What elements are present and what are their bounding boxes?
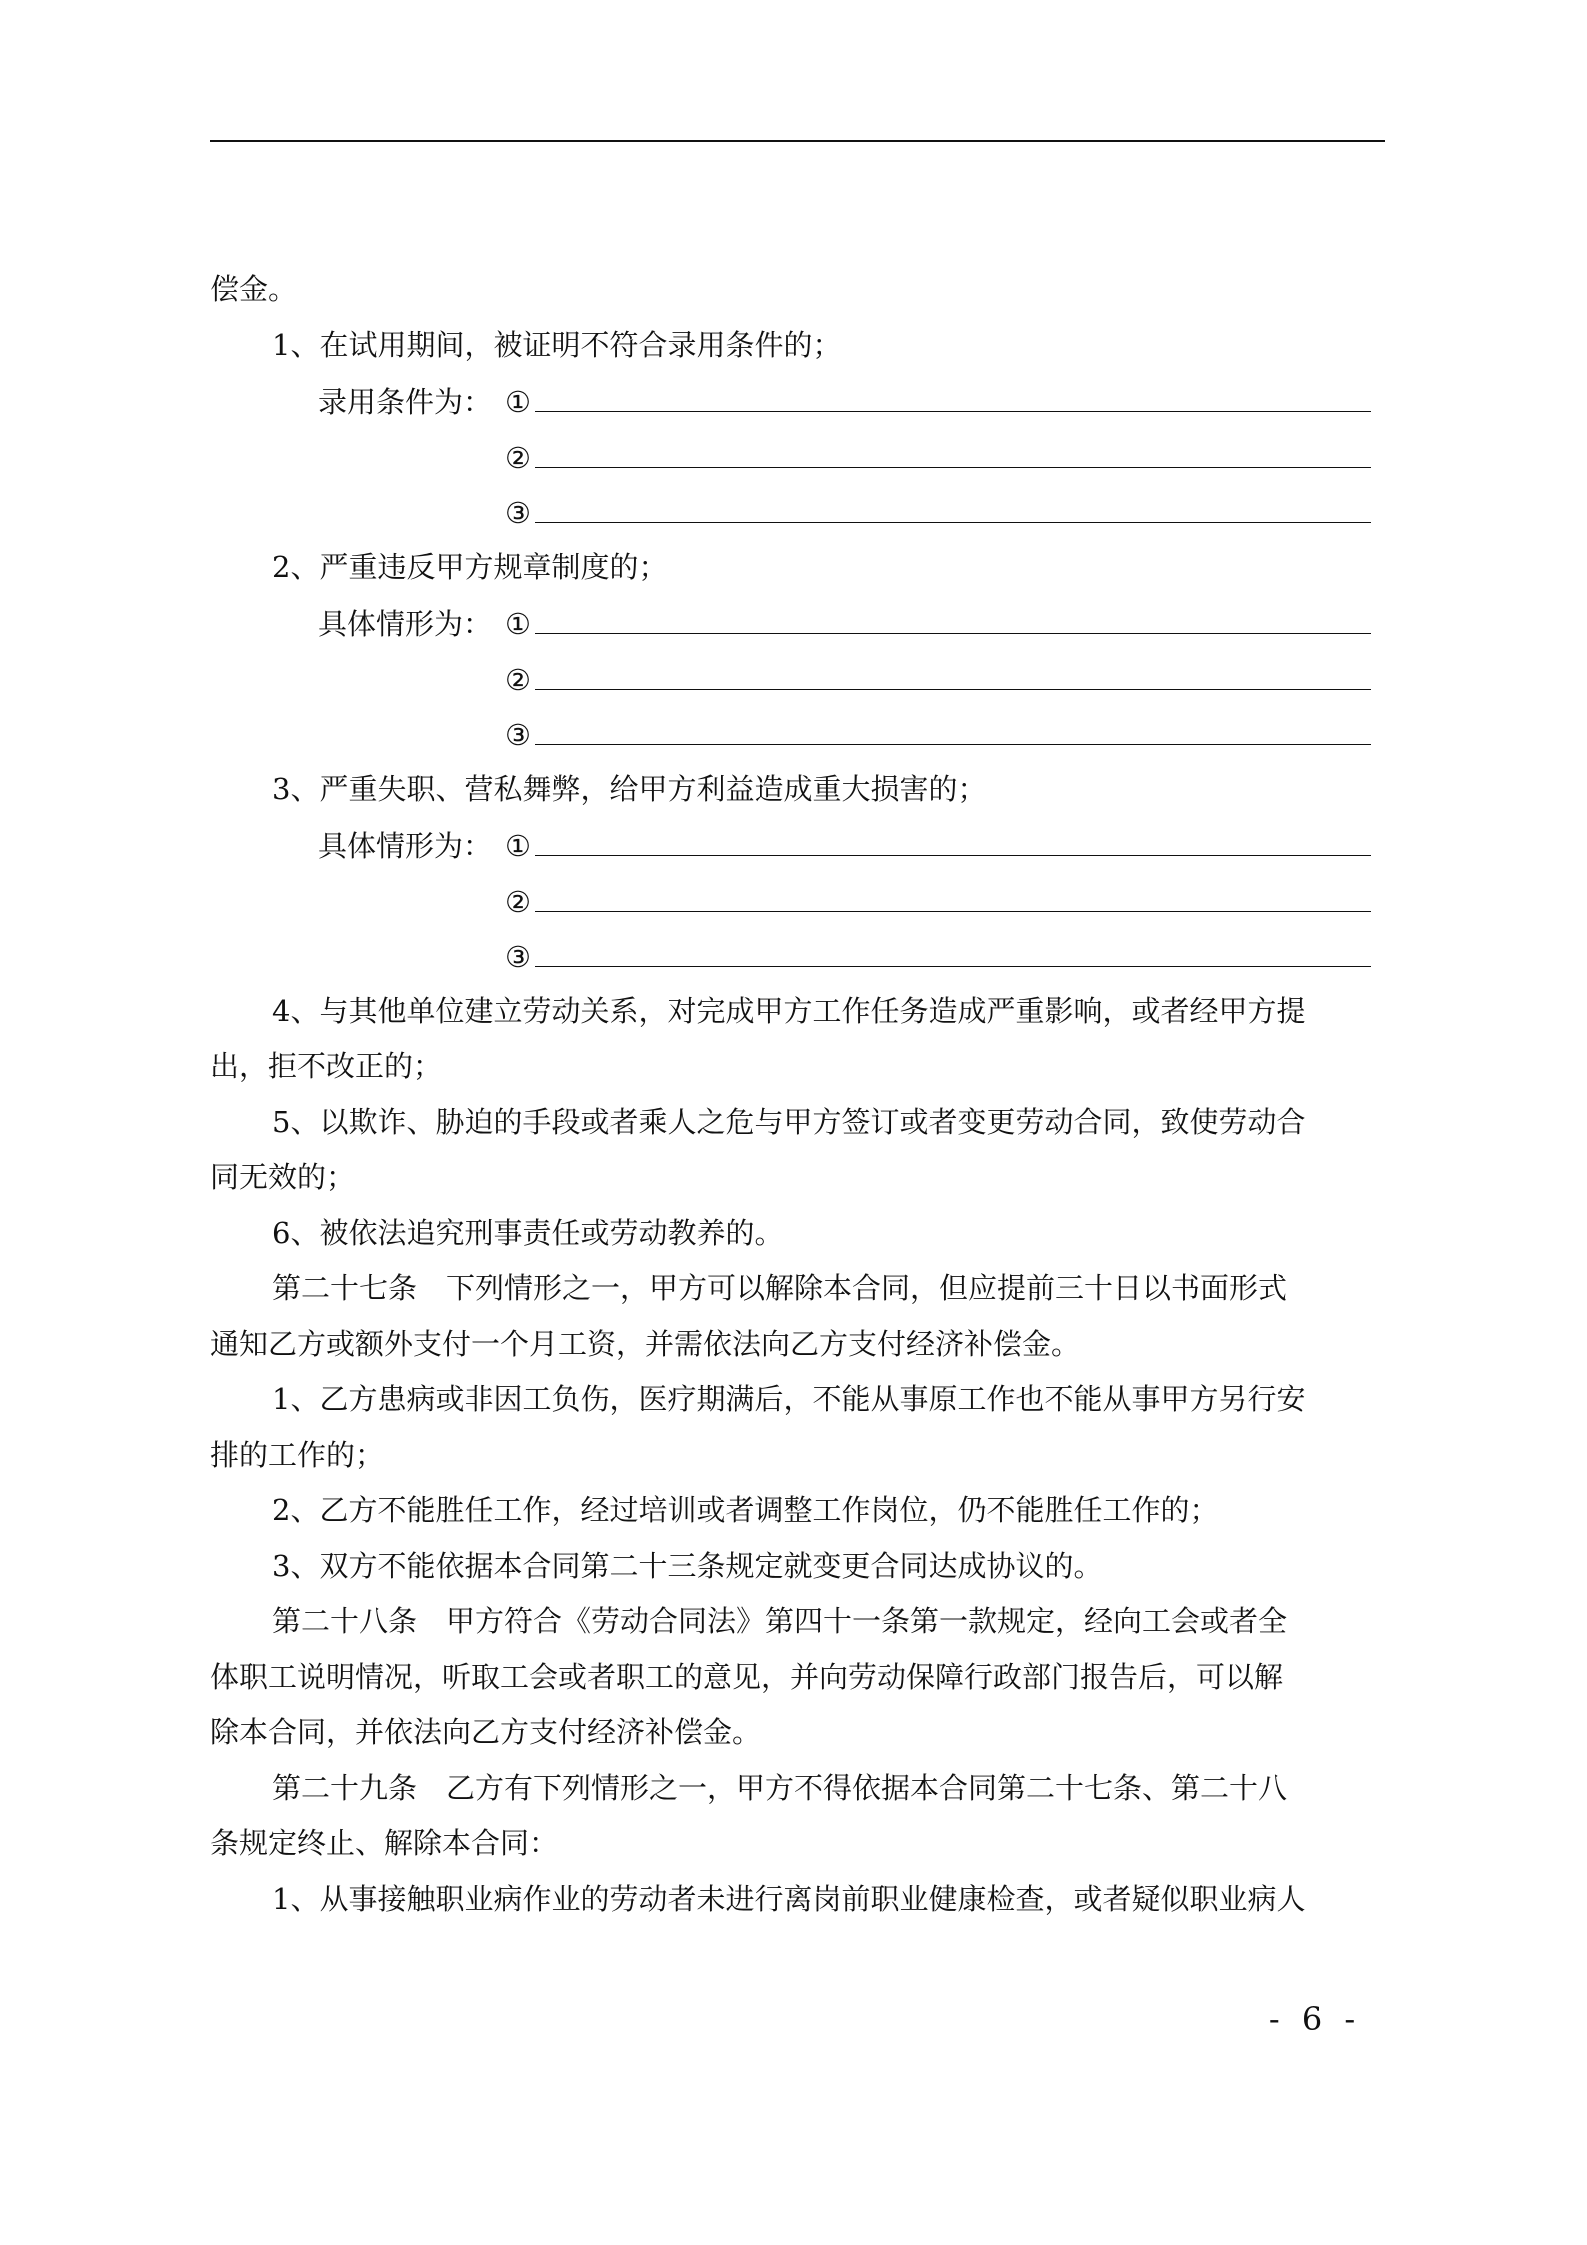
- paragraph-line: 第二十八条 甲方符合《劳动合同法》第四十一条第一款规定，经向工会或者全: [272, 1604, 1288, 1638]
- blank-underline: [535, 373, 1371, 412]
- blank-label: 具体情形为：: [318, 829, 493, 863]
- paragraph-line: 条规定终止、解除本合同：: [210, 1826, 559, 1860]
- fill-in-blank-row: [210, 817, 1385, 873]
- blank-underline: [535, 595, 1371, 634]
- paragraph-line: 通知乙方或额外支付一个月工资，并需依法向乙方支付经济补偿金。: [210, 1326, 1081, 1361]
- fill-in-blank-row: [210, 928, 1385, 984]
- blank-number-mark: ③: [505, 496, 531, 530]
- blank-underline: [535, 429, 1371, 468]
- blank-number-mark: ①: [505, 385, 531, 419]
- blank-label: 具体情形为：: [318, 607, 493, 641]
- paragraph-line: 第二十九条 乙方有下列情形之一，甲方不得依据本合同第二十七条、第二十八: [272, 1770, 1288, 1805]
- blank-number-mark: ①: [505, 607, 531, 641]
- paragraph-line: 1、乙方患病或非因工负伤，医疗期满后，不能从事原工作也不能从事甲方另行安: [272, 1382, 1306, 1416]
- page-number: - 6 -: [1268, 2000, 1362, 2038]
- fill-in-blank-row: [210, 429, 1385, 485]
- paragraph-line: 6、被依法追究刑事责任或劳动教养的。: [272, 1215, 784, 1250]
- paragraph-line: 出，拒不改正的；: [210, 1049, 443, 1083]
- blank-label: 录用条件为：: [318, 385, 493, 419]
- blank-number-mark: ③: [505, 940, 531, 974]
- blank-underline: [535, 651, 1371, 690]
- paragraph-line: 偿金。: [210, 272, 298, 306]
- blank-underline: [535, 817, 1371, 856]
- paragraph-line: 2、严重违反甲方规章制度的；: [272, 549, 668, 584]
- paragraph-line: 3、严重失职、营私舞弊，给甲方利益造成重大损害的；: [272, 771, 987, 806]
- paragraph-line: 1、在试用期间，被证明不符合录用条件的；: [272, 327, 842, 362]
- blank-underline: [535, 706, 1371, 745]
- blank-underline: [535, 873, 1371, 912]
- blank-underline: [535, 484, 1371, 523]
- fill-in-blank-row: [210, 373, 1385, 429]
- paragraph-line: 同无效的；: [210, 1160, 356, 1194]
- paragraph-line: 除本合同，并依法向乙方支付经济补偿金。: [210, 1715, 762, 1749]
- paragraph-line: 1、从事接触职业病作业的劳动者未进行离岗前职业健康检查，或者疑似职业病人: [272, 1881, 1306, 1916]
- blank-underline: [535, 928, 1371, 967]
- fill-in-blank-row: [210, 595, 1385, 651]
- blank-number-mark: ②: [505, 884, 531, 919]
- header-rule: [210, 140, 1385, 142]
- blank-number-mark: ②: [505, 440, 531, 475]
- blank-number-mark: ③: [505, 718, 531, 752]
- document-body: [210, 262, 1385, 1927]
- paragraph-line: 体职工说明情况，听取工会或者职工的意见，并向劳动保障行政部门报告后，可以解: [210, 1659, 1284, 1694]
- paragraph-line: 第二十七条 下列情形之一，甲方可以解除本合同，但应提前三十日以书面形式: [272, 1271, 1288, 1305]
- blank-number-mark: ②: [505, 662, 531, 697]
- fill-in-blank-row: [210, 873, 1385, 929]
- blank-number-mark: ①: [505, 829, 531, 863]
- paragraph-line: 3、双方不能依据本合同第二十三条规定就变更合同达成协议的。: [272, 1548, 1103, 1583]
- paragraph-line: 5、以欺诈、胁迫的手段或者乘人之危与甲方签订或者变更劳动合同，致使劳动合: [272, 1104, 1306, 1139]
- paragraph-line: 排的工作的；: [210, 1437, 385, 1472]
- fill-in-blank-row: [210, 706, 1385, 762]
- fill-in-blank-row: [210, 651, 1385, 707]
- paragraph-line: 2、乙方不能胜任工作，经过培训或者调整工作岗位，仍不能胜任工作的；: [272, 1493, 1219, 1527]
- fill-in-blank-row: [210, 484, 1385, 540]
- paragraph-line: 4、与其他单位建立劳动关系，对完成甲方工作任务造成严重影响，或者经甲方提: [272, 993, 1306, 1028]
